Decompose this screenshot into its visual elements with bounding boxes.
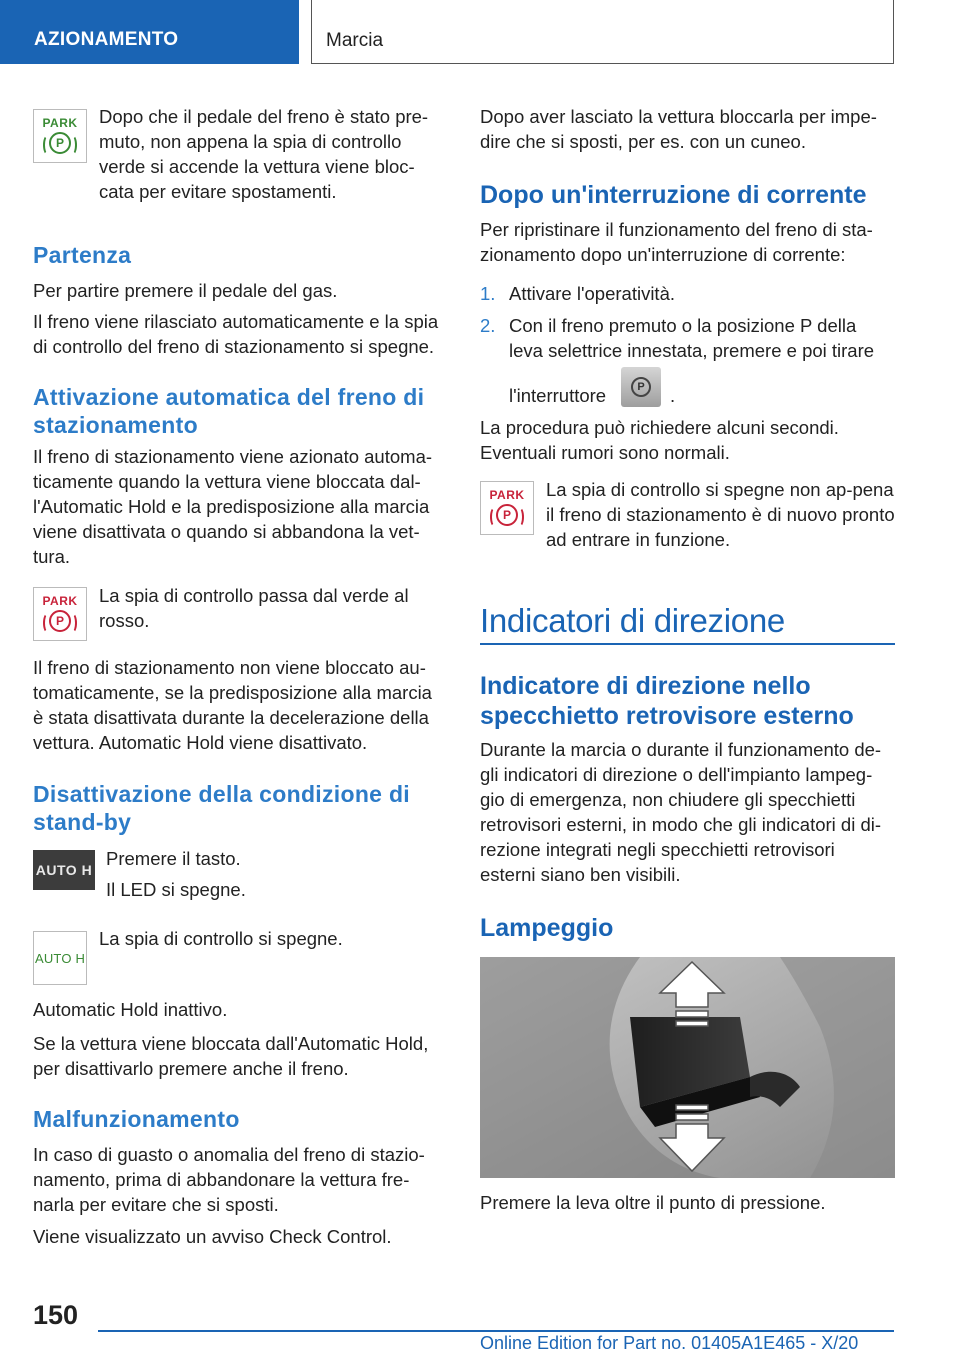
chapter-rule [480,643,895,645]
heading-malfunzionamento: Malfunzionamento [33,1106,240,1132]
paragraph-intro: Dopo che il pedale del freno è stato pre-muto, non appena la spia di controllo verde si accende la vettura viene bloc-cata per evitare spostamenti. [99,106,429,202]
lever-illustration-svg [480,957,895,1178]
header-section-title: AZIONAMENTO [34,29,179,50]
paragraph-disattivarlo: Se la vettura viene bloccata dall'Automatic Hold, per disattivarlo premere anche il freno. [33,1033,429,1079]
auto-hold-button-icon: AUTO H [33,850,95,890]
step-2-number: 2. [480,315,496,336]
header-subsection-box [311,0,894,64]
heading-interruzione: Dopo un'interruzione di corrente [480,181,867,209]
paragraph-premere-tasto: Premere il tasto. [106,848,241,869]
heading-attivazione: Attivazione automatica del freno di stazionamento [33,384,425,438]
paragraph-durante: Durante la marcia o durante il funzionamento de-gli indicatori di direzione o dell'impianto lampeg-gio di emergenza, non chiudere gli specchietti retrovisori esterni, in modo che gli indicatori di di-rezione integrati negli specchietti retrovisori esterni siano ben visibili. [480,739,882,885]
park-red-indicator-icon: PARK P [33,587,87,641]
heading-partenza: Partenza [33,242,132,268]
p-circle-icon: P [49,610,71,632]
park-red-indicator-icon: PARK P [480,481,534,535]
step-1-number: 1. [480,283,496,304]
paragraph-spia-verde-rosso: La spia di controllo passa dal verde al rosso. [99,585,409,631]
step-2-text-end: . [670,385,676,406]
footer-edition-text: Online Edition for Part no. 01405A1E465 - X/20 [480,1333,859,1353]
paragraph-spia-spegne: La spia di controllo si spegne. [99,928,343,949]
paragraph-rumori: Eventuali rumori sono normali. [480,442,730,463]
auto-hold-indicator-icon: AUTO H [33,931,87,985]
paragraph-cuneo: Dopo aver lasciato la vettura bloccarla per impe-dire che si sposti, per es. con un cuneo. [480,106,877,152]
parking-brake-switch-icon: P [621,367,661,407]
heading-lampeggio: Lampeggio [480,914,614,942]
paragraph-procedura: La procedura può richiedere alcuni secondi. [480,417,839,438]
p-circle-icon: P [496,504,518,526]
p-circle-icon: P [49,132,71,154]
step-2-text: Con il freno premuto o la posizione P della leva selettrice innestata, premere e poi tirare [509,315,875,361]
header-section-tab [0,0,299,64]
paragraph-ripristinare: Per ripristinare il funzionamento del freno di sta-zionamento dopo un'interruzione di corrente: [480,219,873,265]
footer-rule [98,1330,894,1332]
heading-disattivazione: Disattivazione della condizione di stand-by [33,781,410,835]
heading-specchietto: Indicatore di direzione nello specchietto retrovisore esterno [480,672,854,730]
park-green-indicator-icon: PARK P [33,109,87,163]
paragraph-led: Il LED si spegne. [106,879,246,900]
page-number: 150 [33,1300,79,1330]
chapter-title: Indicatori di direzione [480,602,785,639]
paragraph-spia-nuovo: La spia di controllo si spegne non ap-pena il freno di stazionamento è di nuovo pronto ad entrare in funzione. [546,479,895,550]
paragraph-guasto: In caso di guasto o anomalia del freno di stazio-namento, prima di abbandonare la vettura fre-narla per evitare che si sposti. [33,1144,425,1215]
paragraph-inattivo: Automatic Hold inattivo. [33,999,228,1020]
paragraph-attivazione: Il freno di stazionamento viene azionato automa-ticamente quando la vettura viene bloccata dal-l'Automatic Hold e la predisposizione alla marcia viene disattivata o quando si abbandona la vet-tura. [33,446,433,567]
step-2-text-tail: l'interruttore [509,385,607,406]
header-subsection-title: Marcia [326,30,384,51]
paragraph-partenza-1: Per partire premere il pedale del gas. [33,280,338,301]
paragraph-avviso: Viene visualizzato un avviso Check Control. [33,1226,392,1247]
paragraph-partenza-2: Il freno viene rilasciato automaticamente e la spia di controllo del freno di stazionamento si spegne. [33,311,439,357]
paragraph-leva: Premere la leva oltre il punto di pressione. [480,1192,826,1213]
turn-signal-lever-illustration [480,957,895,1178]
paragraph-non-bloccato: Il freno di stazionamento non viene bloccato au-tomaticamente, se la predisposizione alla marcia è stata disattivata durante la decelerazione della vettura. Automatic Hold viene disattivato. [33,657,432,753]
step-1-text: Attivare l'operatività. [509,283,675,304]
